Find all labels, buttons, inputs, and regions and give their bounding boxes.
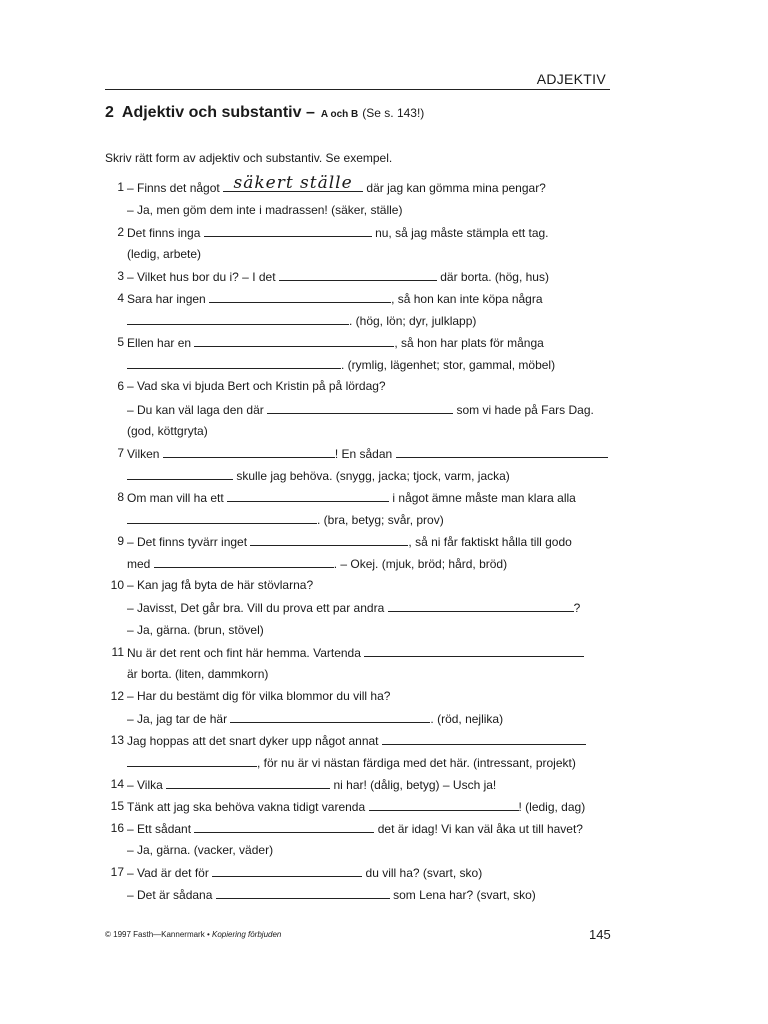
prompt-text: . (rymlig, lägenhet; stor, gammal, möbel) <box>341 358 556 372</box>
prompt-text: Om man vill ha ett <box>127 491 224 505</box>
prompt-text: – Vad är det för <box>127 866 209 880</box>
exercise-heading <box>105 104 424 122</box>
answer-blank[interactable] <box>396 446 608 458</box>
prompt-text: ! En sådan <box>334 447 393 461</box>
prompt-text: – Du kan väl laga den där <box>127 403 264 417</box>
prompt-text: (god, köttgryta) <box>127 424 208 438</box>
prompt-text: det är idag! Vi kan väl åka ut till havet? <box>377 822 583 836</box>
prompt-text: med <box>127 557 151 571</box>
prompt-text: – Ja, men göm dem inte i madrassen! (säker, ställe) <box>127 203 403 217</box>
item-number: 4 <box>117 291 124 305</box>
copy-notice: Kopiering förbjuden <box>211 930 282 939</box>
answer-blank[interactable] <box>194 335 394 347</box>
answer-blank[interactable] <box>230 711 430 723</box>
answer-blank[interactable] <box>166 777 330 789</box>
prompt-text: (ledig, arbete) <box>127 247 202 261</box>
answer-blank[interactable] <box>382 733 586 745</box>
prompt-text: där borta. (hög, hus) <box>440 270 549 284</box>
prompt-text: Jag hoppas att det snart dyker upp något annat <box>127 734 379 748</box>
prompt-text: där jag kan gömma mina pengar? <box>366 181 546 195</box>
item-number: 16 <box>110 821 124 835</box>
answer-blank[interactable] <box>216 887 390 899</box>
prompt-text: skulle jag behöva. (snygg, jacka; tjock, varm, jacka) <box>236 469 510 483</box>
answer-blank[interactable] <box>127 468 233 480</box>
prompt-text: – Ja, jag tar de här <box>127 712 228 726</box>
prompt-text: – Ja, gärna. (vacker, väder) <box>127 843 274 857</box>
answer-blank[interactable] <box>212 865 362 877</box>
answer-blank[interactable] <box>204 225 372 237</box>
prompt-text: , så ni får faktiskt hålla till godo <box>408 535 572 549</box>
prompt-text: – Vad ska vi bjuda Bert och Kristin på på lördag? <box>127 379 386 393</box>
prompt-text: nu, så jag måste stämpla ett tag. <box>375 226 549 240</box>
page-number: 145 <box>589 927 611 942</box>
answer-blank[interactable] <box>209 291 391 303</box>
prompt-text: är borta. (liten, dammkorn) <box>127 667 269 681</box>
exercise-reference: (Se s. 143!) <box>362 106 425 120</box>
item-number: 3 <box>117 269 124 283</box>
answer-blank[interactable] <box>388 600 574 612</box>
prompt-text: – Har du bestämt dig för vilka blommor du vill ha? <box>127 689 391 703</box>
answer-blank[interactable] <box>364 645 584 657</box>
item-number: 15 <box>110 799 124 813</box>
answer-blank[interactable] <box>127 755 257 767</box>
exercise-title: Adjektiv och substantiv – <box>121 104 315 121</box>
copyright-notice <box>105 930 281 939</box>
item-number: 9 <box>117 534 124 548</box>
answer-blank[interactable] <box>250 534 408 546</box>
prompt-text: , för nu är vi nästan färdiga med det här. (intressant, projekt) <box>257 756 576 770</box>
answer-blank[interactable] <box>267 402 453 414</box>
prompt-text: som Lena har? (svart, sko) <box>393 888 536 902</box>
item-number: 17 <box>110 865 124 879</box>
item-number: 10 <box>110 578 124 592</box>
answer-blank[interactable] <box>127 313 349 325</box>
answer-blank[interactable] <box>154 556 334 568</box>
answer-blank[interactable] <box>223 173 363 193</box>
prompt-text: Vilken <box>127 447 160 461</box>
answer-blank[interactable] <box>127 512 317 524</box>
prompt-text: Det finns inga <box>127 226 201 240</box>
answer-blank[interactable] <box>127 357 341 369</box>
answer-blank[interactable] <box>227 490 389 502</box>
item-number: 14 <box>110 777 124 791</box>
prompt-text: – Ett sådant <box>127 822 192 836</box>
prompt-text: som vi hade på Fars Dag. <box>456 403 594 417</box>
prompt-text: ! (ledig, dag) <box>518 800 586 814</box>
exercise-number: 2 <box>105 104 114 121</box>
prompt-text: Sara har ingen <box>127 292 206 306</box>
prompt-text: – Det finns tyvärr inget <box>127 535 248 549</box>
answer-blank[interactable] <box>369 799 519 811</box>
copyright-text: © 1997 Fasth—Kannermark • <box>105 930 210 939</box>
answer-blank[interactable] <box>194 821 374 833</box>
exercise-level: A och B <box>320 109 359 120</box>
prompt-text: – Ja, gärna. (brun, stövel) <box>127 623 264 637</box>
section-label: ADJEKTIV <box>536 71 606 87</box>
prompt-text: Ellen har en <box>127 336 192 350</box>
handwritten-answer: säkert ställe <box>233 173 353 193</box>
prompt-text: . (röd, nejlika) <box>430 712 504 726</box>
prompt-text: – Kan jag få byta de här stövlarna? <box>127 578 314 592</box>
item-number: 2 <box>117 225 124 239</box>
prompt-text: . – Okej. (mjuk, bröd; hård, bröd) <box>333 557 508 571</box>
header-rule <box>105 89 610 90</box>
item-number: 13 <box>110 733 124 747</box>
prompt-text: – Vilket hus bor du i? – I det <box>127 270 276 284</box>
item-number: 7 <box>117 446 124 460</box>
prompt-text: – Vilka <box>127 778 163 792</box>
prompt-text: , så hon kan inte köpa några <box>391 292 543 306</box>
prompt-text: Tänk att jag ska behöva vakna tidigt varenda <box>127 800 366 814</box>
prompt-text: ? <box>573 601 581 615</box>
answer-blank[interactable] <box>279 269 437 281</box>
prompt-text: – Det är sådana <box>127 888 213 902</box>
item-number: 6 <box>117 379 124 393</box>
prompt-text: i något ämne måste man klara alla <box>392 491 576 505</box>
prompt-text: . (bra, betyg; svår, prov) <box>317 513 444 527</box>
answer-blank[interactable] <box>163 446 335 458</box>
prompt-text: Nu är det rent och fint här hemma. Vartenda <box>127 646 361 660</box>
prompt-text: . (hög, lön; dyr, julklapp) <box>349 314 477 328</box>
prompt-text: ni har! (dålig, betyg) – Usch ja! <box>333 778 497 792</box>
prompt-text: du vill ha? (svart, sko) <box>365 866 483 880</box>
instruction-text: Skriv rätt form av adjektiv och substantiv. Se exempel. <box>105 151 393 165</box>
item-number: 5 <box>117 335 124 349</box>
item-number: 11 <box>111 645 124 659</box>
item-number: 8 <box>117 490 124 504</box>
item-number: 12 <box>110 689 124 703</box>
item-number: 1 <box>117 180 124 194</box>
prompt-text: – Finns det något <box>127 181 220 195</box>
prompt-text: – Javisst, Det går bra. Vill du prova ett par andra <box>127 601 385 615</box>
prompt-text: , så hon har plats för många <box>394 336 544 350</box>
